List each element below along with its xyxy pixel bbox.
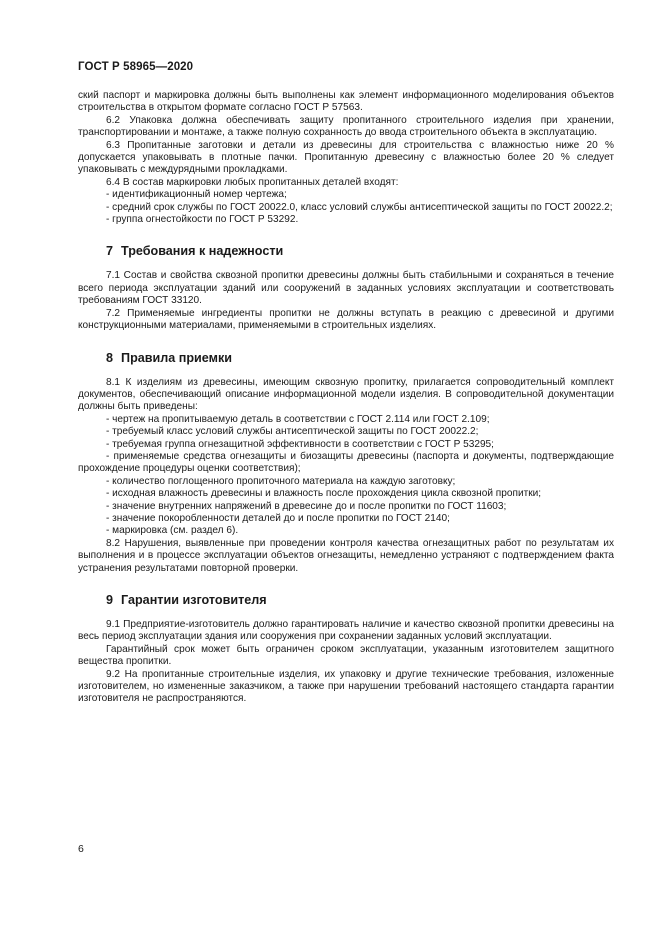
document-header: ГОСТ Р 58965—2020 xyxy=(78,61,194,73)
list-item: - средний срок службы по ГОСТ 20022.0, класс условий службы антисептической защиты по ГОСТ 20022.2; xyxy=(106,201,613,213)
paragraph-6-4: 6.4 В состав маркировки любых пропитанных деталей входят: xyxy=(106,176,399,188)
list-item: - идентификационный номер чертежа; xyxy=(106,189,287,201)
page-content xyxy=(78,90,614,706)
list-item: - значение покоробленности деталей до и после пропитки по ГОСТ 2140; xyxy=(106,512,450,524)
list-item: - исходная влажность древесины и влажность после прохождения цикла сквозной пропитки; xyxy=(106,488,542,500)
paragraph-9-1: 9.1 Предприятие-изготовитель должно гарантировать наличие и качество сквозной пропитки древесины на весь период эксплуатации здания или сооружения при сохранении заданных условий эксплуатации. xyxy=(78,619,614,643)
paragraph: ский паспорт и маркировка должны быть выполнены как элемент информационного моделирования объектов строительства в открытом формате согласно ГОСТ Р 57563. xyxy=(78,90,614,114)
list-item: - группа огнестойкости по ГОСТ Р 53292. xyxy=(106,214,299,226)
paragraph-6-2: 6.2 Упаковка должна обеспечивать защиту пропитанного строительного изделия при хранении, транспортировании и монтаже, а также полную сохранность до ввода строительного объекта в эксплуатацию. xyxy=(78,114,614,139)
section-7-heading xyxy=(106,244,614,258)
section-title: Требования к надежности xyxy=(121,244,284,259)
paragraph-8-2: 8.2 Нарушения, выявленные при проведении контроля качества огнезащитных работ по результатам их выполнения и в процессе эксплуатации объектов огнезащиты, немедленно устраняют с подтверждением факта устранения результатами повторной проверки. xyxy=(78,537,614,574)
list-item: - чертеж на пропитываемую деталь в соответствии с ГОСТ 2.114 или ГОСТ 2.109; xyxy=(106,413,490,425)
paragraph-9-1-warranty: Гарантийный срок может быть ограничен сроком эксплуатации, указанным изготовителем защитного вещества пропитки. xyxy=(78,643,614,668)
paragraph-7-1: 7.1 Состав и свойства сквозной пропитки древесины должны быть стабильными и сохраняться в течение всего периода эксплуатации зданий или сооружений в заданных условиях эксплуатации и соответствовать требованиям ГОСТ 33120. xyxy=(78,270,614,307)
paragraph-8-1: 8.1 К изделиям из древесины, имеющим сквозную пропитку, прилагается сопроводительный комплект документов, обеспечивающий описание информационной модели изделия. В сопроводительной документации должны быть приведены: xyxy=(78,376,614,413)
section-number: 9 xyxy=(106,593,114,607)
list-item: - требуемая группа огнезащитной эффективности в соответствии с ГОСТ Р 53295; xyxy=(106,438,494,450)
section-title: Гарантии изготовителя xyxy=(121,593,267,607)
section-9-heading xyxy=(106,593,614,607)
list-item: - требуемый класс условий службы антисептической защиты по ГОСТ 20022.2; xyxy=(106,426,479,438)
list-item: - значение внутренних напряжений в древесине до и после пропитки по ГОСТ 11603; xyxy=(106,500,507,512)
list-item: - применяемые средства огнезащиты и биозащиты древесины (паспорта и документы, подтверждающие прохождение процедуры оценки соответствия); xyxy=(78,450,614,475)
section-number: 8 xyxy=(106,350,114,365)
paragraph-6-3: 6.3 Пропитанные заготовки и детали из древесины для строительства с влажностью ниже 20 % допускается упаковывать в плотные пачки. Пропитанную древесину с влажностью более 20 % следует упаковывать с междурядными прокладками. xyxy=(78,139,614,176)
page-number: 6 xyxy=(78,843,84,855)
paragraph-7-2: 7.2 Применяемые ингредиенты пропитки не должны вступать в реакцию с древесиной и другими конструкционными материалами, применяемыми в строительных изделиях. xyxy=(78,307,614,332)
section-number: 7 xyxy=(106,244,114,259)
list-item: - маркировка (см. раздел 6). xyxy=(106,525,239,537)
list-item: - количество поглощенного пропиточного материала на каждую заготовку; xyxy=(106,475,456,487)
section-8-heading xyxy=(106,351,614,365)
section-title: Правила приемки xyxy=(121,350,232,365)
paragraph-9-2: 9.2 На пропитанные строительные изделия, их упаковку и другие технические требования, изложенные изготовителем, но измененные заказчиком, а также при нарушении требований настоящего стандарта гарантии изготовителя не распространяются. xyxy=(78,668,614,705)
